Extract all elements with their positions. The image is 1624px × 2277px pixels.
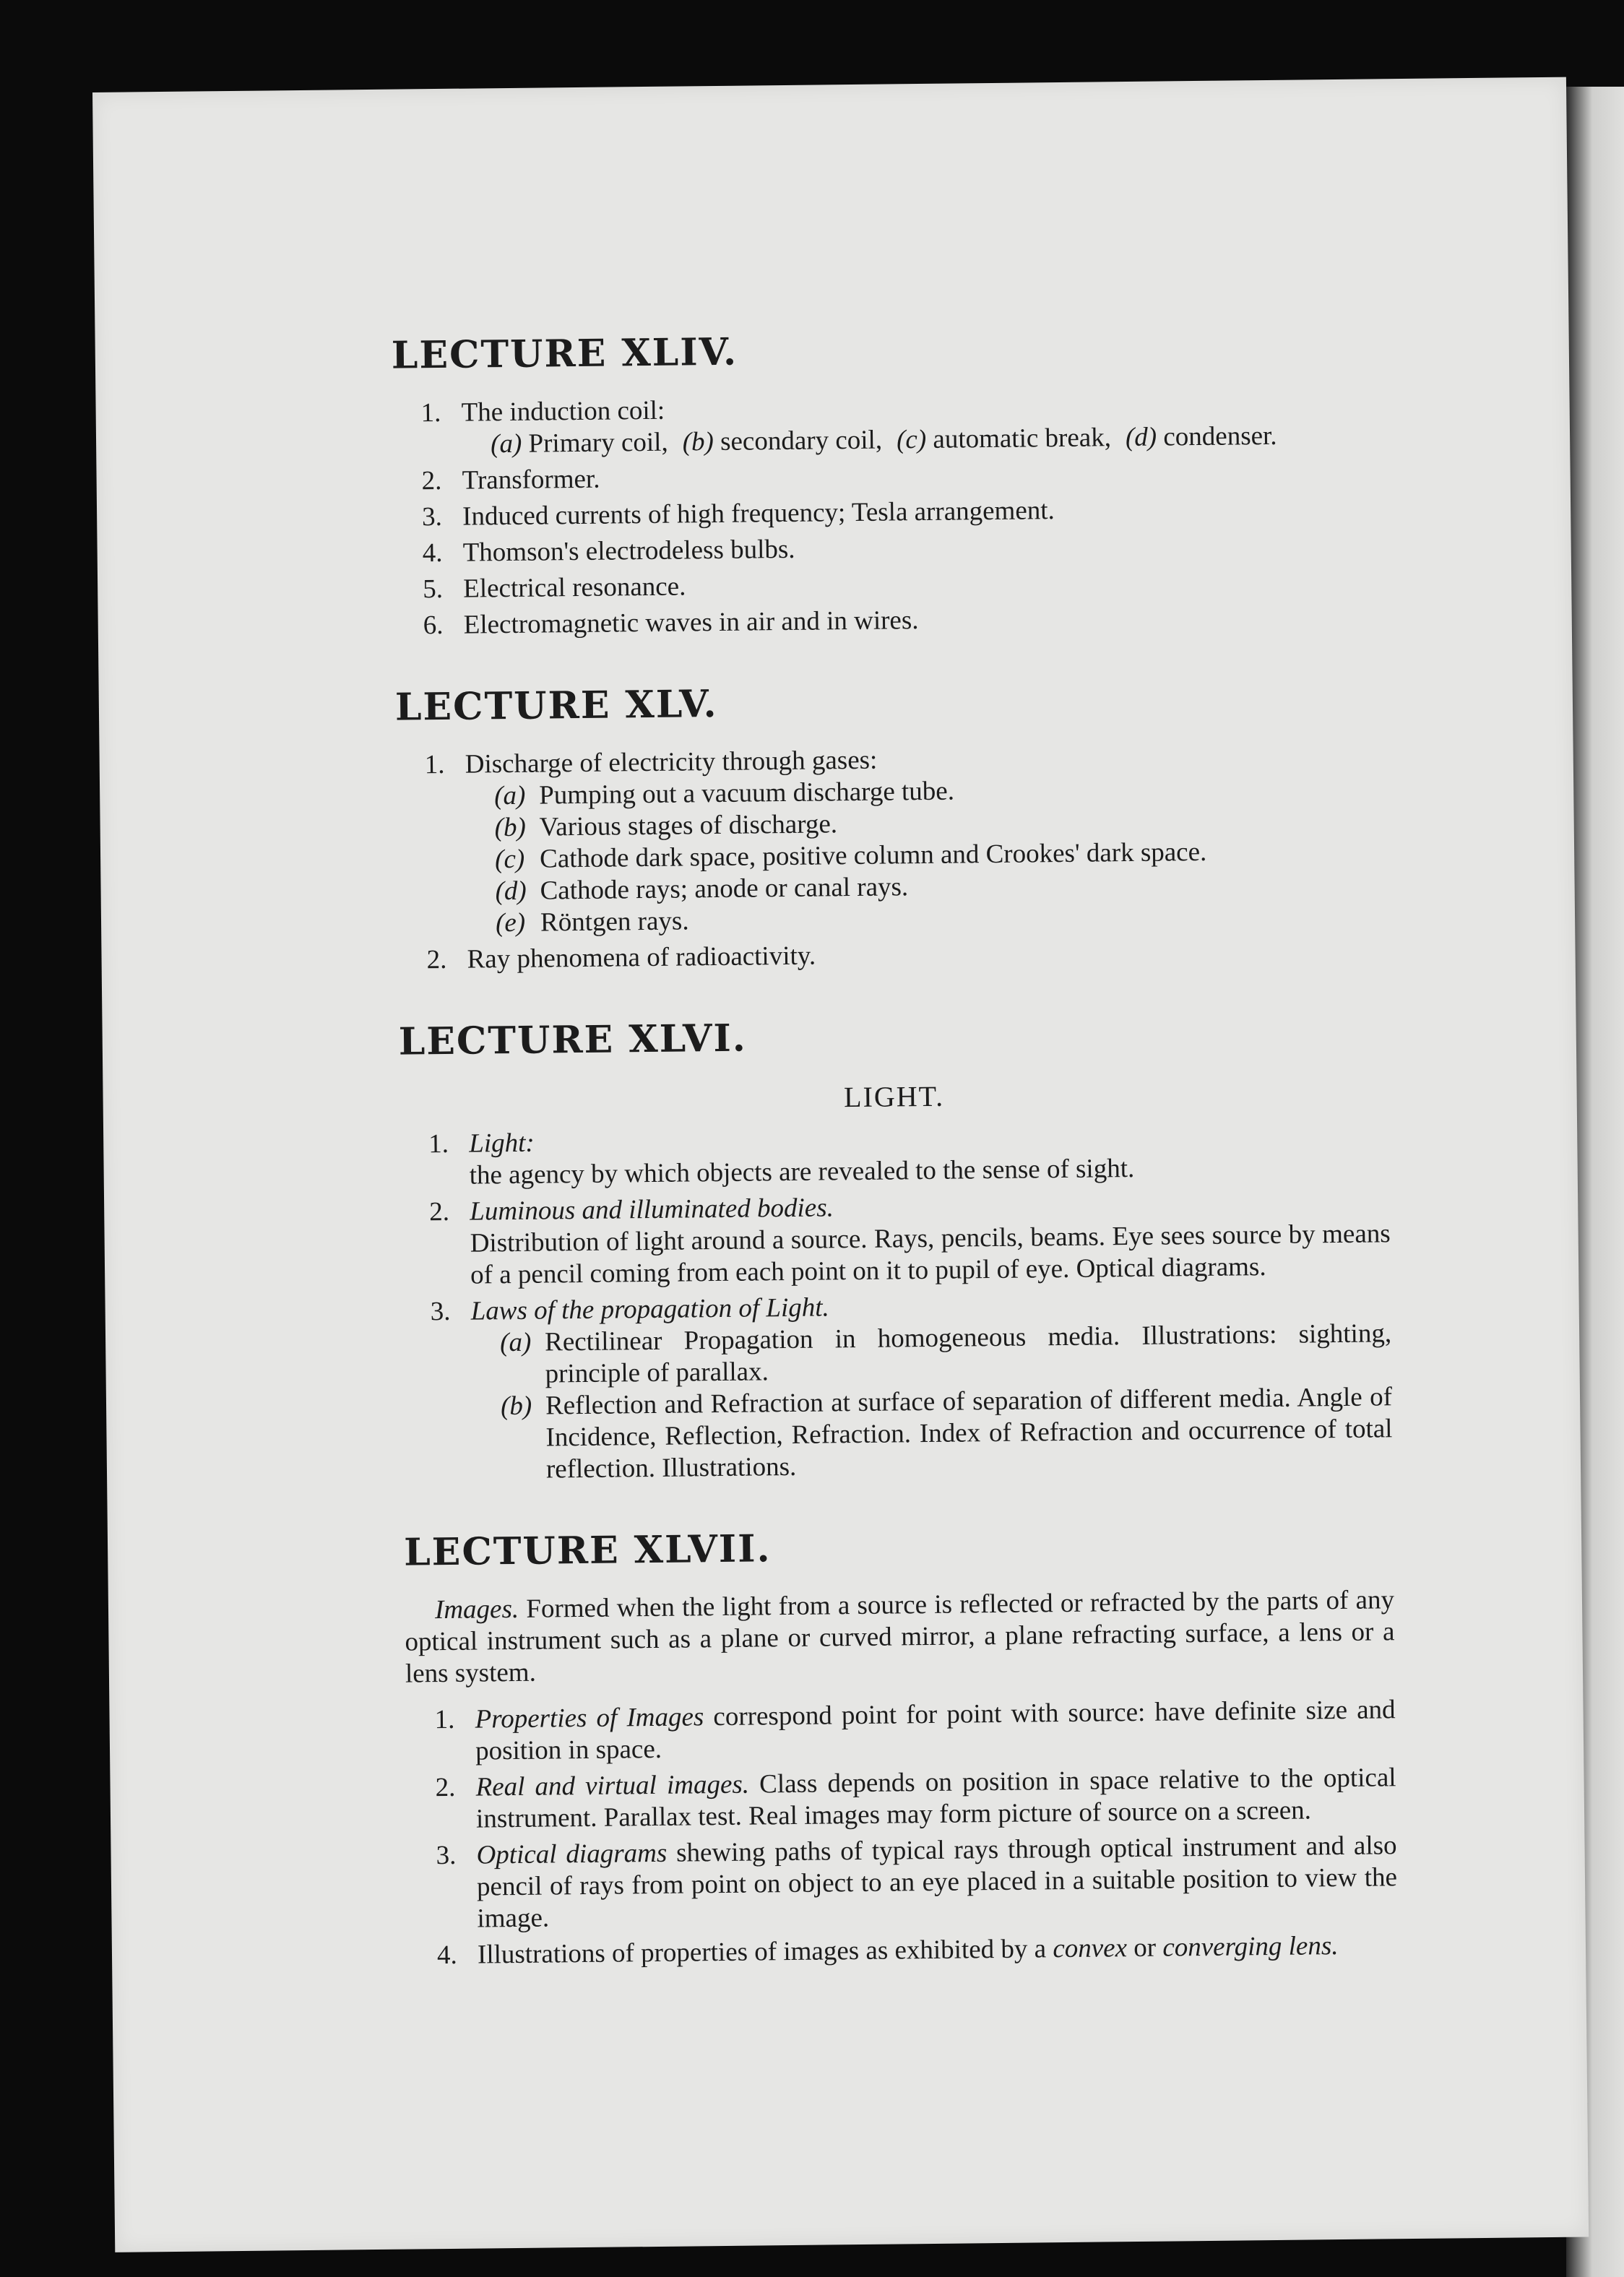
item-text: Illustrations of properties of images as exhibited by a <box>477 1934 1047 1970</box>
item-text: Electromagnetic waves in air and in wires. <box>463 605 919 640</box>
item-lead: Real and virtual images. <box>475 1769 750 1802</box>
sub-label: (d) <box>1125 422 1157 453</box>
lecture-heading: LECTURE XLVI. <box>398 1016 748 1065</box>
item-number: 2. <box>426 945 447 975</box>
item-tail-italic: converging lens. <box>1162 1930 1339 1963</box>
item-text: Induced currents of high frequency; Tesla arrangement. <box>462 496 1055 532</box>
list-item <box>420 388 1382 462</box>
sub-label: (e) <box>495 908 526 938</box>
item-body <box>467 935 1387 976</box>
item-text: Electrical resonance. <box>463 571 686 604</box>
item-text: Transformer. <box>462 464 600 496</box>
item-text: Class depends on position in space relative to the optical instrument. Parallax test. Real images may form picture of source on a screen. <box>475 1762 1396 1834</box>
sub-list <box>465 772 1387 940</box>
sub-text: Primary coil, <box>528 427 668 459</box>
item-text: Discharge of electricity through gases: <box>465 746 878 780</box>
item-body <box>465 740 1388 940</box>
item-text: Distribution of light around a source. Rays, pencils, beams. Eye sees source by means of a pencil coming from each point on it to pupil of eye. Optical diagrams. <box>470 1218 1391 1290</box>
list-item <box>429 1186 1391 1292</box>
item-number: 1. <box>424 750 445 780</box>
item-number: 1. <box>420 398 441 428</box>
sub-label: (a) <box>499 1327 532 1357</box>
sub-item <box>501 1381 1393 1486</box>
sub-label: (b) <box>682 427 714 457</box>
item-list <box>396 740 1388 977</box>
item-text: The induction coil: <box>461 395 665 428</box>
lecture-heading: LECTURE XLIV. <box>391 329 738 378</box>
item-lead: Properties of Images <box>475 1702 704 1734</box>
item-body <box>462 456 1382 497</box>
section-subtitle: LIGHT. <box>843 1079 945 1113</box>
sub-text: secondary coil, <box>720 425 883 457</box>
sub-list <box>471 1318 1393 1486</box>
item-number: 4. <box>422 538 443 569</box>
sub-label: (a) <box>494 781 526 811</box>
intro-text: Formed when the light from a source is reflected or refracted by the parts of any optical instrument such as a plane or curved mirror, a plane refracting surface, a lens or a lens system. <box>405 1584 1395 1689</box>
item-body <box>470 1286 1393 1486</box>
item-number: 2. <box>435 1772 456 1802</box>
item-list <box>399 1118 1393 1487</box>
sub-text: Rectilinear Propagation in homogeneous media. Illustrations: sighting, principle of parallax. <box>544 1318 1392 1389</box>
sub-text: automatic break, <box>933 423 1112 455</box>
list-item <box>428 1118 1390 1192</box>
sub-label: (d) <box>495 876 527 907</box>
item-number: 4. <box>436 1940 457 1970</box>
item-text: Ray phenomena of radioactivity. <box>467 941 816 975</box>
list-item <box>430 1286 1393 1487</box>
list-item <box>423 564 1383 606</box>
sub-label: (a) <box>490 428 522 459</box>
list-item <box>437 1930 1398 1971</box>
inline-sub-item <box>897 423 1118 454</box>
item-lead: Light: <box>469 1128 535 1159</box>
sub-label: (b) <box>500 1391 532 1421</box>
item-body <box>475 1694 1396 1767</box>
item-body <box>462 528 1383 569</box>
sub-item <box>500 1318 1392 1391</box>
inline-sub-item <box>491 428 675 459</box>
sub-label: (c) <box>896 425 927 455</box>
sub-text: Various stages of discharge. <box>539 809 838 842</box>
intro-paragraph <box>405 1584 1395 1690</box>
inline-sub-item <box>682 425 889 457</box>
item-body <box>475 1762 1396 1835</box>
item-number: 1. <box>428 1128 449 1159</box>
list-item <box>421 456 1382 498</box>
item-number: 2. <box>429 1196 450 1227</box>
item-body <box>461 388 1382 461</box>
item-body <box>469 1118 1390 1191</box>
lecture-section <box>404 1521 1398 1972</box>
item-body <box>463 564 1383 605</box>
item-text: the agency by which objects are revealed to the sense of sight. <box>469 1153 1135 1191</box>
item-tail-italic: convex <box>1053 1932 1128 1963</box>
lecture-heading: LECTURE XLV. <box>394 682 718 730</box>
list-item <box>434 1694 1396 1768</box>
scanned-page <box>92 77 1589 2252</box>
item-tail: or <box>1133 1932 1157 1963</box>
list-item <box>422 492 1383 534</box>
sub-text: Cathode dark space, positive column and Crookes' dark space. <box>539 837 1207 874</box>
item-number: 2. <box>421 466 442 496</box>
item-body <box>470 1186 1391 1291</box>
list-item <box>423 600 1384 642</box>
lecture-column <box>392 324 1399 2016</box>
item-lead: Luminous and illuminated bodies. <box>470 1192 834 1227</box>
inline-sub-item <box>1126 421 1284 452</box>
item-text: correspond point for point with source: have definite size and position in space. <box>475 1694 1396 1766</box>
sub-label: (c) <box>494 844 525 875</box>
lecture-section <box>395 677 1388 977</box>
sub-label: (b) <box>494 813 527 843</box>
intro-lead: Images. <box>434 1594 519 1625</box>
item-text: shewing paths of typical rays through optical instrument and also pencil of rays from point on object to an eye placed in a suitable position to view the image. <box>476 1830 1398 1934</box>
lecture-section <box>398 1011 1393 1487</box>
sub-text: condenser. <box>1163 421 1277 452</box>
item-number: 1. <box>434 1704 455 1734</box>
item-number: 3. <box>436 1840 457 1870</box>
sub-text: Reflection and Refraction at surface of separation of different media. Angle of Incidence, Reflection, Refraction. Index of Refraction and occurrence of total reflection. Illustrations. <box>545 1381 1393 1485</box>
sub-text: Röntgen rays. <box>540 906 689 938</box>
list-item <box>435 1762 1396 1836</box>
item-number: 6. <box>423 610 444 641</box>
list-item <box>422 528 1383 570</box>
item-list <box>405 1694 1398 1971</box>
item-list <box>392 388 1383 642</box>
list-item <box>436 1830 1397 1935</box>
item-body <box>462 492 1383 533</box>
item-lead: Laws of the propagation of Light. <box>470 1292 830 1326</box>
item-body <box>464 600 1384 641</box>
item-body <box>478 1930 1398 1971</box>
item-number: 3. <box>430 1296 451 1326</box>
sub-text: Cathode rays; anode or canal rays. <box>540 872 909 906</box>
list-item <box>426 935 1387 977</box>
list-item <box>425 740 1388 941</box>
item-number: 3. <box>421 502 443 532</box>
item-body <box>476 1830 1397 1935</box>
lecture-heading: LECTURE XLVII. <box>403 1526 772 1575</box>
lecture-section <box>392 324 1384 642</box>
sub-text: Pumping out a vacuum discharge tube. <box>539 776 955 811</box>
item-lead: Optical diagrams <box>476 1838 668 1870</box>
item-text: Thomson's electrodeless bulbs. <box>462 535 795 568</box>
item-number: 5. <box>423 574 444 605</box>
